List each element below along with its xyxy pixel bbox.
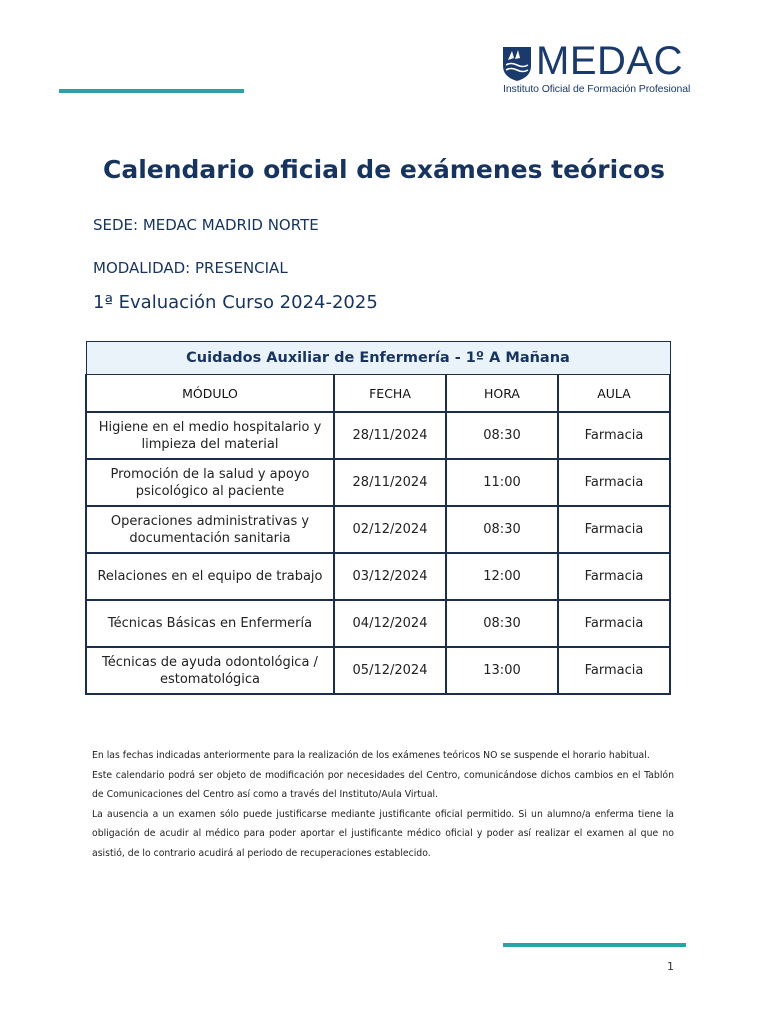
cell-aula: Farmacia <box>558 506 670 553</box>
cell-fecha: 05/12/2024 <box>334 647 446 694</box>
note-paragraph: Este calendario podrá ser objeto de modificación por necesidades del Centro, comunicándose dichos cambios en el Tablón de Comunicaciones del Centro así como a través del Instituto/Aula Virtual. <box>92 769 674 801</box>
cell-aula: Farmacia <box>558 459 670 506</box>
cell-hora: 08:30 <box>446 600 558 647</box>
cell-hora: 08:30 <box>446 506 558 553</box>
table-caption-row <box>86 342 670 375</box>
note-paragraph: En las fechas indicadas anteriormente para la realización de los exámenes teóricos NO se suspende el horario habitual. <box>92 750 650 761</box>
modalidad-label: MODALIDAD: PRESENCIAL <box>93 259 288 277</box>
cell-modulo: Operaciones administrativas y documentación sanitaria <box>86 506 334 553</box>
cell-aula: Farmacia <box>558 412 670 459</box>
table-row <box>86 647 670 694</box>
table-caption: Cuidados Auxiliar de Enfermería - 1º A Mañana <box>86 342 670 375</box>
cell-fecha: 02/12/2024 <box>334 506 446 553</box>
cell-aula: Farmacia <box>558 553 670 600</box>
table-row <box>86 506 670 553</box>
table-header-row <box>86 375 670 413</box>
page-title: Calendario oficial de exámenes teóricos <box>102 155 666 184</box>
cell-aula: Farmacia <box>558 600 670 647</box>
evaluacion-label: 1ª Evaluación Curso 2024-2025 <box>93 292 378 313</box>
cell-hora: 12:00 <box>446 553 558 600</box>
cell-aula: Farmacia <box>558 647 670 694</box>
shield-icon <box>502 46 532 82</box>
cell-modulo: Promoción de la salud y apoyo psicológico al paciente <box>86 459 334 506</box>
column-header-aula: AULA <box>558 375 670 413</box>
bottom-accent-line <box>503 943 686 947</box>
table-row <box>86 459 670 506</box>
medac-logo <box>502 39 698 96</box>
cell-hora: 08:30 <box>446 412 558 459</box>
column-header-modulo: MÓDULO <box>86 375 334 413</box>
logo-subtitle: Instituto Oficial de Formación Profesional <box>503 83 691 95</box>
sede-label: SEDE: MEDAC MADRID NORTE <box>93 216 319 234</box>
cell-fecha: 28/11/2024 <box>334 412 446 459</box>
note-paragraph: La ausencia a un examen sólo puede justificarse mediante justificante oficial permitido. Si un alumno/a enferma tiene la obligación de acudir al médico para poder aportar el justificante médico oficial y poder así realizar el examen al que no asistió, de lo contrario acudirá al periodo de recuperaciones establecido. <box>92 808 674 859</box>
cell-hora: 13:00 <box>446 647 558 694</box>
table-row <box>86 600 670 647</box>
exam-schedule-table <box>85 341 671 695</box>
top-accent-line <box>59 89 244 93</box>
logo-wordmark: MEDAC <box>536 39 683 83</box>
cell-modulo: Técnicas Básicas en Enfermería <box>86 600 334 647</box>
cell-fecha: 03/12/2024 <box>334 553 446 600</box>
cell-fecha: 04/12/2024 <box>334 600 446 647</box>
table-row <box>86 412 670 459</box>
table-row <box>86 553 670 600</box>
cell-fecha: 28/11/2024 <box>334 459 446 506</box>
page-number: 1 <box>667 960 674 973</box>
column-header-fecha: FECHA <box>334 375 446 413</box>
notes-section <box>92 746 674 864</box>
cell-modulo: Higiene en el medio hospitalario y limpieza del material <box>86 412 334 459</box>
cell-modulo: Relaciones en el equipo de trabajo <box>86 553 334 600</box>
column-header-hora: HORA <box>446 375 558 413</box>
cell-hora: 11:00 <box>446 459 558 506</box>
cell-modulo: Técnicas de ayuda odontológica / estomatológica <box>86 647 334 694</box>
